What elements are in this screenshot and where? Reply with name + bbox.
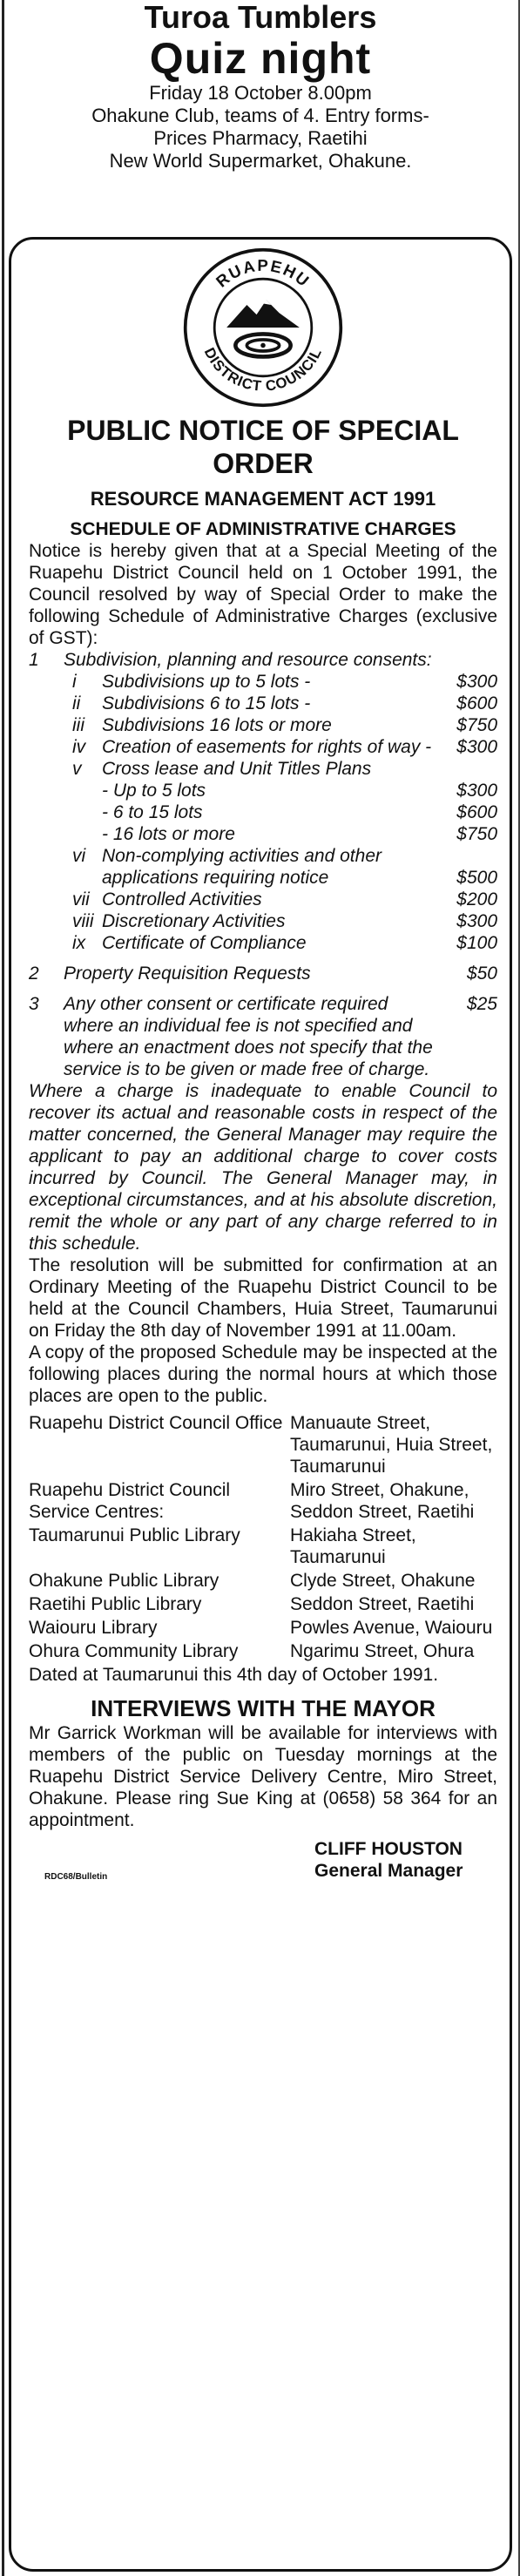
- sub-item-number: vii: [72, 889, 90, 909]
- place-name: Ohakune Public Library: [29, 1571, 219, 1591]
- sub-item-row: [29, 932, 497, 954]
- sub-item-number: viii: [72, 911, 94, 931]
- item-number: 1: [29, 650, 39, 670]
- place-name: Ruapehu District Council Service Centres:: [29, 1480, 231, 1522]
- sub-item-number: [64, 780, 102, 801]
- place-name: Raetihi Public Library: [29, 1594, 202, 1614]
- sub-item-text: Subdivisions up to 5 lots -: [102, 672, 311, 692]
- notice-title: PUBLIC NOTICE OF SPECIAL ORDER: [67, 415, 459, 479]
- signatory-title: General Manager: [314, 1861, 463, 1881]
- council-seal-logo: [182, 247, 344, 409]
- sub-item-list: [29, 671, 497, 954]
- place-address: Hakiaha Street, Taumarunui: [290, 1525, 416, 1567]
- place-row: [29, 1525, 497, 1568]
- sub-item-row: [29, 801, 497, 823]
- signatory-name: CLIFF HOUSTON: [314, 1839, 463, 1859]
- sub-item-fee: $300: [456, 781, 497, 801]
- sub-item-number: [64, 801, 102, 823]
- sub-item-fee: $500: [456, 868, 497, 888]
- item-text: Any other consent or certificate required where an individual fee is not specified and where an enactment does not specify that the service is to be given or made free of charge.: [64, 994, 433, 1079]
- sub-item-number: ii: [72, 693, 81, 713]
- place-address: Clyde Street, Ohakune: [290, 1571, 476, 1591]
- mayor-paragraph: Mr Garrick Workman will be available for interviews with members of the public on Tuesday mornings at the Ruapehu District Service Delivery Centre, Miro Street, Ohakune. Please ring Sue King at (0658) 58 364 for an appointment.: [29, 1723, 497, 1830]
- place-name: Waiouru Library: [29, 1618, 158, 1638]
- place-address: Seddon Street, Raetihi: [290, 1594, 475, 1614]
- place-address: Ngarimu Street, Ohura: [290, 1641, 475, 1661]
- public-notice-box: [9, 237, 512, 2572]
- sub-item-text: Creation of easements for rights of way -: [102, 737, 432, 757]
- sub-item-row: [29, 889, 497, 910]
- sub-item-text: Discretionary Activities: [102, 911, 286, 931]
- sub-item-number: iii: [72, 715, 84, 735]
- sub-item-row: [29, 780, 497, 801]
- advert-headline: Quiz night: [149, 34, 372, 83]
- sub-item-text: Subdivisions 16 lots or more: [102, 715, 332, 735]
- place-row: [29, 1412, 497, 1477]
- sub-item-number: v: [72, 759, 82, 779]
- sub-item-fee: $300: [456, 672, 497, 692]
- inspection-places: [29, 1412, 497, 1662]
- mayor-heading: INTERVIEWS WITH THE MAYOR: [91, 1695, 436, 1721]
- advert-line: Prices Pharmacy, Raetihi: [153, 127, 368, 149]
- place-row: [29, 1640, 497, 1662]
- item-text: Subdivision, planning and resource consents:: [64, 650, 432, 670]
- reference-code: RDC68/Bulletin: [44, 1872, 108, 1882]
- item-fee: $50: [466, 963, 497, 984]
- sub-item-fee: $200: [456, 889, 497, 909]
- column-rule-left: [2, 0, 4, 2576]
- advert-line: New World Supermarket, Ohakune.: [109, 150, 412, 172]
- quiz-night-advert: [7, 0, 514, 172]
- place-row: [29, 1617, 497, 1639]
- place-name: Ruapehu District Council Office: [29, 1413, 283, 1433]
- sub-item-text: Cross lease and Unit Titles Plans: [102, 759, 372, 779]
- sub-item-fee: $100: [456, 933, 497, 953]
- sub-item-text: Controlled Activities: [102, 889, 262, 909]
- sub-item-fee: $600: [456, 693, 497, 713]
- place-row: [29, 1479, 497, 1523]
- item-text: Property Requisition Requests: [64, 963, 311, 984]
- sub-item-fee: $300: [456, 737, 497, 757]
- sub-item-text: - Up to 5 lots: [102, 781, 206, 801]
- place-row: [29, 1593, 497, 1615]
- sub-item-row: [29, 823, 497, 845]
- sub-item-row: [29, 910, 497, 932]
- sub-item-row: [29, 758, 497, 780]
- schedule-item: [29, 963, 497, 984]
- sub-item-text: - 16 lots or more: [102, 824, 235, 844]
- signature-block: [29, 1838, 497, 1882]
- sub-item-text: - 6 to 15 lots: [102, 802, 203, 822]
- sub-item-row: [29, 714, 497, 736]
- schedule-item: [29, 649, 497, 671]
- sub-item-number: iv: [72, 737, 86, 757]
- sub-item-number: vi: [72, 846, 86, 866]
- advert-line: Ohakune Club, teams of 4. Entry forms-: [91, 105, 429, 126]
- dated-line: Dated at Taumarunui this 4th day of October 1991.: [29, 1665, 439, 1685]
- advert-title: Turoa Tumblers: [144, 0, 377, 35]
- item-number: 3: [29, 994, 39, 1014]
- act-heading: RESOURCE MANAGEMENT ACT 1991: [90, 488, 436, 510]
- item-fee: $25: [466, 994, 497, 1014]
- sub-item-row: [29, 845, 497, 889]
- place-name: Ohura Community Library: [29, 1641, 239, 1661]
- sub-item-text: Non-complying activities and other applications requiring notice: [102, 846, 382, 888]
- sub-item-number: ix: [72, 933, 86, 953]
- sub-item-row: [29, 671, 497, 693]
- charges-schedule: [29, 649, 497, 1080]
- sub-item-row: [29, 736, 497, 758]
- seal-top-text: RUAPEHU: [212, 255, 314, 291]
- sub-item-text: Certificate of Compliance: [102, 933, 307, 953]
- sub-item-row: [29, 693, 497, 714]
- schedule-heading: SCHEDULE OF ADMINISTRATIVE CHARGES: [70, 519, 456, 539]
- place-row: [29, 1570, 497, 1592]
- sub-item-number: [64, 823, 102, 845]
- signatory: [314, 1838, 497, 1882]
- place-address: Powles Avenue, Waiouru: [290, 1618, 493, 1638]
- advert-line: Friday 18 October 8.00pm: [149, 82, 372, 104]
- intro-paragraph: Notice is hereby given that at a Special Meeting of the Ruapehu District Council held on 1 October 1991, the Council resolved by way of Special Order to make the following Schedule of Administrative Charges (exclusive of GST):: [29, 541, 497, 648]
- sub-item-fee: $600: [456, 802, 497, 822]
- place-name: Taumarunui Public Library: [29, 1525, 240, 1545]
- svg-text:RUAPEHU: [213, 256, 314, 291]
- schedule-item: [29, 993, 497, 1080]
- sub-item-fee: $300: [456, 911, 497, 931]
- place-address: Manuaute Street, Taumarunui, Huia Street, Taumarunui: [290, 1413, 493, 1477]
- resolution-paragraph: The resolution will be submitted for confirmation at an Ordinary Meeting of the Ruapehu District Council to be held at the Council Chambers, Huia Street, Taumarunui on Friday the 8th day of November 1991 at 11.00am.: [29, 1255, 497, 1341]
- sub-item-text: Subdivisions 6 to 15 lots -: [102, 693, 311, 713]
- seal-bottom-text: DISTRICT COUNCIL: [200, 345, 326, 395]
- inspection-paragraph: A copy of the proposed Schedule may be inspected at the following places during the normal hours at which those places are open to the public.: [29, 1342, 497, 1406]
- inadequate-charge-paragraph: Where a charge is inadequate to enable Council to recover its actual and reasonable costs in respect of the matter concerned, the General Manager may require the applicant to pay an additional charge to cover costs incurred by Council. The General Manager may, in exceptional circumstances, and at his absolute discretion, remit the whole or any part of any charge referred to in this schedule.: [29, 1081, 497, 1254]
- sub-item-number: i: [72, 672, 77, 692]
- sub-item-fee: $750: [456, 824, 497, 844]
- place-address: Miro Street, Ohakune, Seddon Street, Raetihi: [290, 1480, 475, 1522]
- sub-item-fee: $750: [456, 715, 497, 735]
- item-number: 2: [29, 963, 39, 984]
